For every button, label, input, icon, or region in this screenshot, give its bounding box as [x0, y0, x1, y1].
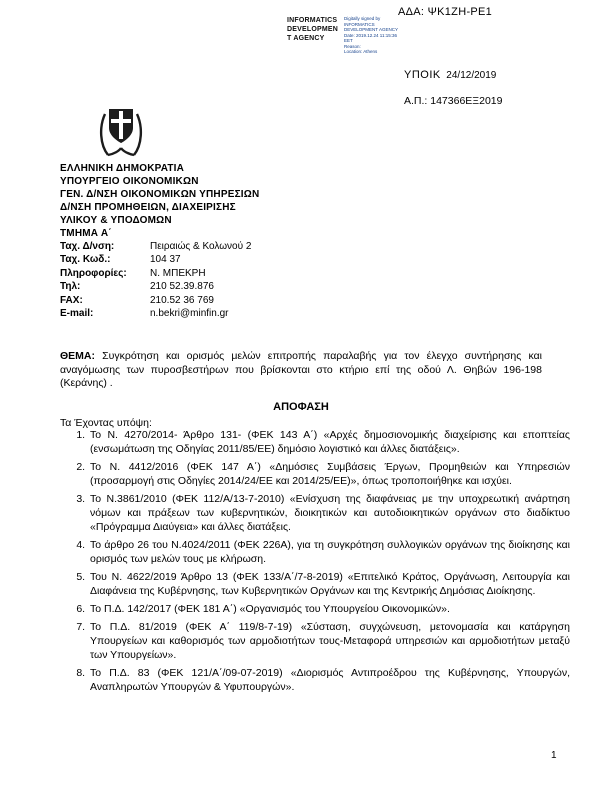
ada-code: ΑΔΑ: ΨΚ1ΖΗ-ΡΕ1 [398, 6, 493, 18]
protocol-number: Α.Π.: 147366ΕΞ2019 [404, 95, 503, 107]
letterhead-line: ΥΠΟΥΡΓΕΙΟ ΟΙΚΟΝΟΜΙΚΩΝ [60, 176, 199, 187]
legal-reference-item: 4. Το άρθρο 26 του Ν.4024/2011 (ΦΕΚ 226Α), για τη συγκρότηση συλλογικών οργάνων της διοίκησης και ορισμός των μελών τους με κλήρωση. [88, 538, 570, 566]
signature-agency-line: T AGENCY [287, 35, 325, 42]
subject-paragraph [60, 350, 542, 391]
document-date: 24/12/2019 [446, 70, 497, 81]
signature-detail-line: EET [344, 38, 353, 43]
contact-value: 210 52.39.876 [150, 281, 214, 293]
having-regard-intro: Τα Έχοντας υπόψη: [60, 417, 152, 429]
signature-agency-line: INFORMATICS [287, 17, 338, 24]
legal-reference-item: 1. Το Ν. 4270/2014- Άρθρο 131- (ΦΕΚ 143 Α΄) «Αρχές δημοσιονομικής διαχείρισης και εποπτείας (ενσωμάτωση της Οδηγίας 2011/85/ΕΕ) δημόσιο λογιστικό και άλλες διατάξεις». [88, 428, 570, 456]
legal-reference-item: 2. Το Ν. 4412/2016 (ΦΕΚ 147 Α΄) «Δημόσιες Συμβάσεις Έργων, Προμηθειών και Υπηρεσιών (προσαρμογή στις Οδηγίες 2014/24/ΕΕ και 2014/25/ΕΕ)», όπως τροποποιήθηκε και ισχύει. [88, 460, 570, 488]
contact-row [60, 280, 251, 293]
subject-text: Συγκρότηση και ορισμός μελών επιτροπής παραλαβής για τον έλεγχο συντήρησης και αναγόμωσης των πυροσβεστήρων που βρίσκονται στο κτήριο επί της οδού Λ. Θηβών 196-198 (Κεράνης) . [60, 350, 542, 389]
subject-label: ΘΕΜΑ: [60, 350, 95, 362]
legal-references-list [60, 428, 570, 698]
letterhead-line: ΕΛΛΗΝΙΚΗ ΔΗΜΟΚΡΑΤΙΑ [60, 163, 185, 174]
contact-label: Πληροφορίες: [60, 267, 127, 279]
contact-value: 210.52 36 769 [150, 294, 214, 306]
legal-reference-item: 7. Το Π.Δ. 81/2019 (ΦΕΚ Α΄ 119/8-7-19) «Σύσταση, συγχώνευση, μετονομασία και κατάργηση Υπουργείων και καθορισμός των αρμοδιοτήτων τους-Μεταφορά υπηρεσιών και αρμοδιοτήτων μεταξύ των Υπουργείων». [88, 620, 570, 662]
letterhead-line: ΤΜΗΜΑ Α΄ [60, 228, 112, 239]
contact-label: Τηλ: [60, 281, 81, 293]
letterhead-line: ΓΕΝ. Δ/ΝΣΗ ΟΙΚΟΝΟΜΙΚΩΝ ΥΠΗΡΕΣΙΩΝ [60, 189, 260, 200]
contact-value: Πειραιώς & Κολωνού 2 [150, 241, 252, 252]
legal-reference-item: 6. Το Π.Δ. 142/2017 (ΦΕΚ 181 Α΄) «Οργανισμός του Υπουργείου Οικονομικών». [88, 602, 570, 616]
contact-row [60, 267, 251, 280]
contact-label: Ταχ. Κωδ.: [60, 254, 111, 266]
decision-title: ΑΠΟΦΑΣΗ [273, 401, 329, 413]
letterhead [60, 162, 259, 240]
signature-details [344, 16, 414, 55]
contact-row [60, 240, 251, 253]
legal-reference-item: 8. Το Π.Δ. 83 (ΦΕΚ 121/Α΄/09-07-2019) «Διορισμός Αντιπροέδρου της Κυβέρνησης, Υπουργών, Αναπληρωτών Υπουργών & Υφυπουργών». [88, 666, 570, 694]
contact-value: Ν. ΜΠΕΚΡΗ [150, 267, 206, 279]
ministry-abbreviation: ΥΠΟΙΚ [404, 69, 441, 81]
legal-reference-item: 5. Του Ν. 4622/2019 Άρθρο 13 (ΦΕΚ 133/Α΄/7-8-2019) «Επιτελικό Κράτος, Οργάνωση, Λειτουργία και Διαφάνεια της Κυβέρνησης, των Κυβερνητικών Οργάνων και της Κεντρικής Δημόσιας Διοίκησης. [88, 570, 570, 598]
signature-detail-line: DEVELOPMENT AGENCY [344, 27, 398, 32]
letterhead-line: ΥΛΙΚΟΥ & ΥΠΟΔΟΜΩΝ [60, 215, 172, 226]
legal-reference-item: 3. Το Ν.3861/2010 (ΦΕΚ 112/Α/13-7-2010) «Ενίσχυση της διαφάνειας με την υποχρεωτική ανάρτηση νόμων και πράξεων των κυβερνητικών, διοικητικών και αυτοδιοικητικών οργάνων στο διαδίκτυο «Πρόγραμμα Διαύγεια» και άλλες διατάξεις. [88, 492, 570, 534]
contact-value: 104 37 [150, 254, 181, 266]
contact-label: FAX: [60, 294, 83, 306]
signature-detail-line: Location: Athens [344, 49, 378, 54]
signature-detail-line: Date: 2019.12.24 11:15:36 [344, 32, 397, 38]
contact-label: E-mail: [60, 308, 94, 320]
page-number: 1 [551, 750, 557, 761]
contact-row [60, 307, 251, 320]
signature-agency-name [287, 16, 338, 55]
contact-value: n.bekri@minfin.gr [150, 308, 229, 320]
contact-label: Ταχ. Δ/νση: [60, 241, 115, 252]
contact-row [60, 294, 251, 307]
ministry-date-line [404, 69, 496, 81]
contact-row [60, 253, 251, 266]
contact-block [60, 240, 251, 320]
greek-coat-of-arms-icon [96, 102, 146, 165]
digital-signature-stamp [287, 16, 414, 55]
signature-detail-line: Reason: [344, 43, 361, 49]
letterhead-line: Δ/ΝΣΗ ΠΡΟΜΗΘΕΙΩΝ, ΔΙΑΧΕΙΡΙΣΗΣ [60, 202, 236, 213]
signature-detail-line: INFORMATICS [344, 21, 375, 27]
signature-detail-line: Digitally signed by [344, 16, 381, 21]
signature-agency-line: DEVELOPMEN [287, 26, 339, 33]
